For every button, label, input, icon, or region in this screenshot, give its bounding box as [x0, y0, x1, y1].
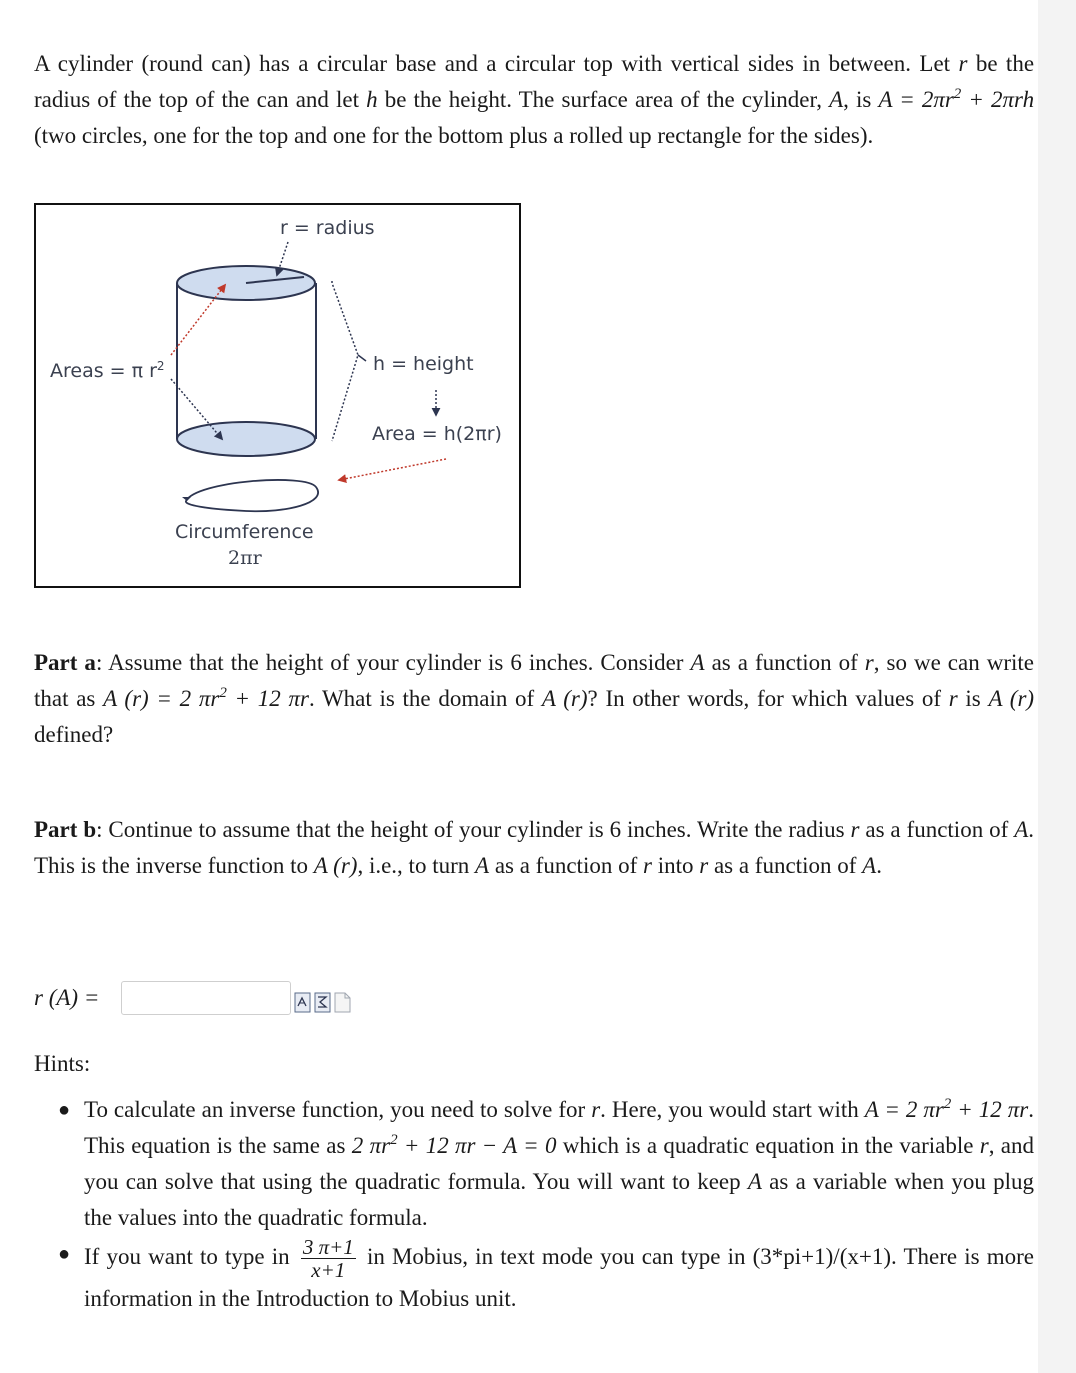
list-item: ● To calculate an inverse function, you need to solve for r. Here, you would start with A = 2 $\pi r^2 + 12$ πr. This equation is the same as 2 $\pi r^2 + 12$ πr − A = 0 which is a quadratic equation in the variable r, and you can solve that using the quadratic formula. You will want to keep A as a variable when you plug the values into the quadratic formula. — [50, 1092, 1034, 1236]
hints-list — [50, 1092, 1034, 1317]
cylinder-diagram — [34, 203, 521, 588]
equation-editor-icon[interactable] — [294, 988, 311, 1009]
right-margin-bar — [1038, 0, 1076, 1373]
height-label: h = height — [373, 353, 474, 375]
part-a-function: A (r) = 2 $\pi r^2 + 12$ πr — [103, 685, 309, 711]
help-page-icon[interactable] — [334, 988, 351, 1009]
answer-row — [34, 978, 351, 1018]
list-item: ● If you want to type in $\frac{3 \pi+1}{x+1}$ in Mobius, in text mode you can type in (3*pi+1)/(x+1). There is more information in the Introduction to Mobius unit. — [58, 1235, 1035, 1311]
bullet-icon: ● — [58, 1099, 71, 1121]
part-b-question: Part b: Continue to assume that the height of your cylinder is 6 inches. Write the radius r as a function of A. This is the inverse function to A (r), i.e., to turn A as a function of r into r as a function of A. — [34, 817, 1035, 878]
part-a-question: Part a: Assume that the height of your cylinder is 6 inches. Consider A as a function of r, so we can write that as A (r) = 2 $\pi r^2 + 12$ πr. What is the domain of A (r)? In other words, for which values of r is A (r) defined? — [34, 650, 1035, 747]
answer-label: r (A) = — [34, 985, 100, 1010]
radius-label: r = radius — [280, 217, 375, 239]
circumference-formula: 2πr — [228, 547, 262, 569]
areas-label: Areas = π $r^2$ — [50, 359, 165, 382]
hints-title: Hints: — [34, 1051, 91, 1076]
fraction: $\frac{3 \pi+1}{x+1}$ — [302, 1235, 354, 1282]
circumference-label: Circumference — [175, 521, 314, 543]
bullet-icon: ● — [58, 1243, 71, 1265]
answer-input[interactable] — [121, 981, 291, 1015]
side-area-label: Area = h(2πr) — [372, 423, 502, 445]
surface-area-formula: $A = 2\pi r^2 + 2\pi rh$ — [878, 86, 1035, 112]
preview-icon[interactable] — [314, 988, 331, 1009]
intro-paragraph: A cylinder (round can) has a circular base and a circular top with vertical sides in between. Let r be the radius of the top of the can and let h be the height. The surface area of the cylinder, A, is $A = 2\pi r^2 + 2\pi rh$ (two circles, one for the top and one for the bottom plus a rolled up rectangle for the sides). — [34, 51, 1035, 148]
